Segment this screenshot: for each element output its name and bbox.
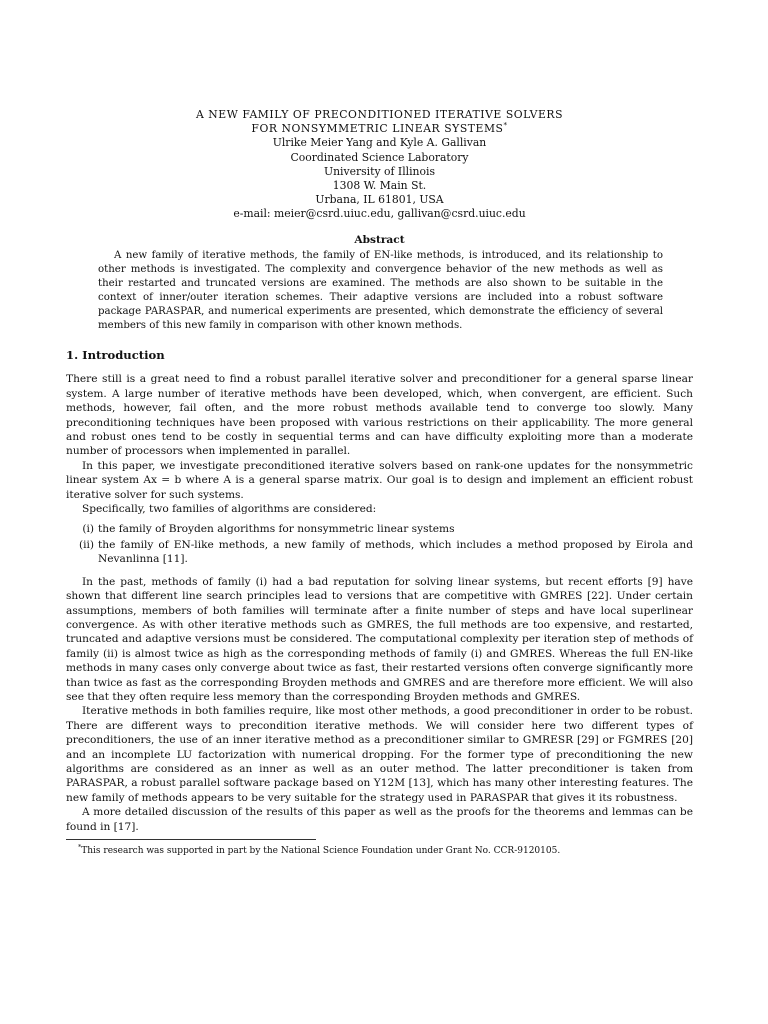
algorithm-family-list <box>66 522 693 567</box>
intro-paragraph-4: In the past, methods of family (i) had a bad reputation for solving linear systems, but recent efforts [9] have shown that different line search principles lead to versions that are competitive with GMRES [22]. Under certain assumptions, members of both families will terminate after a finite number of steps and have local superlinear convergence. As with other iterative methods such as GMRES, the full methods are too expensive, and restarted, truncated and adaptive versions must be considered. The computational complexity per iteration step of methods of family (ii) is almost twice as high as the corresponding methods of family (i) and GMRES. Whereas the full EN-like methods in many cases only converge about twice as fast, their restarted versions often converge significantly more than twice as fast as the corresponding Broyden methods and GMRES and are therefore more efficient. We will also see that they often require less memory than the corresponding Broyden methods and GMRES. <box>66 575 693 703</box>
title-line-1: A NEW FAMILY OF PRECONDITIONED ITERATIVE SOLVERS <box>195 108 564 121</box>
author-street: 1308 W. Main St. <box>332 179 427 193</box>
list-item-number: (ii) <box>78 538 94 551</box>
paper-title <box>66 108 693 136</box>
intro-paragraph-3: Specifically, two families of algorithms are considered: <box>82 503 377 516</box>
author-email: e-mail: meier@csrd.uiuc.edu, gallivan@csrd.uiuc.edu <box>233 207 526 221</box>
abstract-text: A new family of iterative methods, the family of EN-like methods, is introduced, and its relationship to other methods is investigated. The complexity and convergence behavior of the new methods as well as their restarted and truncated versions are examined. The methods are also shown to be suitable in the context of inner/outer iteration schemes. Their adaptive versions are included into a robust software package PARASPAR, and numerical experiments are presented, which demonstrate the efficiency of several members of this new family in comparison with other known methods. <box>98 250 663 332</box>
footnote-marker: * <box>78 843 82 852</box>
list-item-number: (i) <box>82 522 94 535</box>
paper-page <box>66 108 693 857</box>
list-item-text: the family of Broyden algorithms for nonsymmetric linear systems <box>98 522 455 535</box>
section-heading-introduction: 1. Introduction <box>66 348 165 363</box>
list-item <box>66 522 693 536</box>
list-item-text: the family of EN-like methods, a new family of methods, which includes a method proposed by Eirola and Nevanlinna [11]. <box>98 538 693 566</box>
author-city: Urbana, IL 61801, USA <box>315 193 444 207</box>
footnote <box>78 841 693 857</box>
abstract-heading: Abstract <box>354 233 405 246</box>
footnote-text: This research was supported in part by the National Science Foundation under Grant No. CCR-9120105. <box>81 846 561 857</box>
author-names: Ulrike Meier Yang and Kyle A. Gallivan <box>272 136 487 150</box>
intro-paragraph-5: Iterative methods in both families require, like most other methods, a good preconditioner in order to be robust. There are different ways to precondition iterative methods. We will consider here two different types of preconditioners, the use of an inner iterative method as a preconditioner similar to GMRESR [29] or FGMRES [20] and an incomplete LU factorization with numerical dropping. For the former type of preconditioning the new algorithms are considered as an inner as well as an outer method. The latter preconditioner is taken from PARASPAR, a robust parallel software package based on Y12M [13], which has many other interesting features. The new family of methods appears to be very suitable for the strategy used in PARASPAR that gives it its robustness. <box>66 705 693 804</box>
intro-paragraph-1: There still is a great need to find a robust parallel iterative solver and preconditioner for a general sparse linear system. A large number of iterative methods have been developed, which, when convergent, are efficient. Such methods, however, fail often, and the more robust methods available tend to converge too slowly. Many preconditioning techniques have been proposed with various restrictions on their applicability. The more general and robust ones tend to be costly in sequential terms and can have difficulty exploiting more than a moderate number of processors when implemented in parallel. <box>66 373 693 458</box>
author-lab: Coordinated Science Laboratory <box>290 150 469 164</box>
author-university: University of Illinois <box>323 164 436 178</box>
title-line-2: FOR NONSYMMETRIC LINEAR SYSTEMS* <box>251 121 508 136</box>
footnote-rule <box>66 839 316 840</box>
title-footnote-marker: * <box>503 121 508 130</box>
author-block <box>66 136 693 221</box>
list-item <box>66 538 693 567</box>
intro-paragraph-2: In this paper, we investigate preconditioned iterative solvers based on rank-one updates for the nonsymmetric linear system Ax = b where A is a general sparse matrix. Our goal is to design and implement an efficient robust iterative solver for such systems. <box>66 459 693 501</box>
intro-paragraph-6: A more detailed discussion of the results of this paper as well as the proofs for the theorems and lemmas can be found in [17]. <box>66 806 693 833</box>
